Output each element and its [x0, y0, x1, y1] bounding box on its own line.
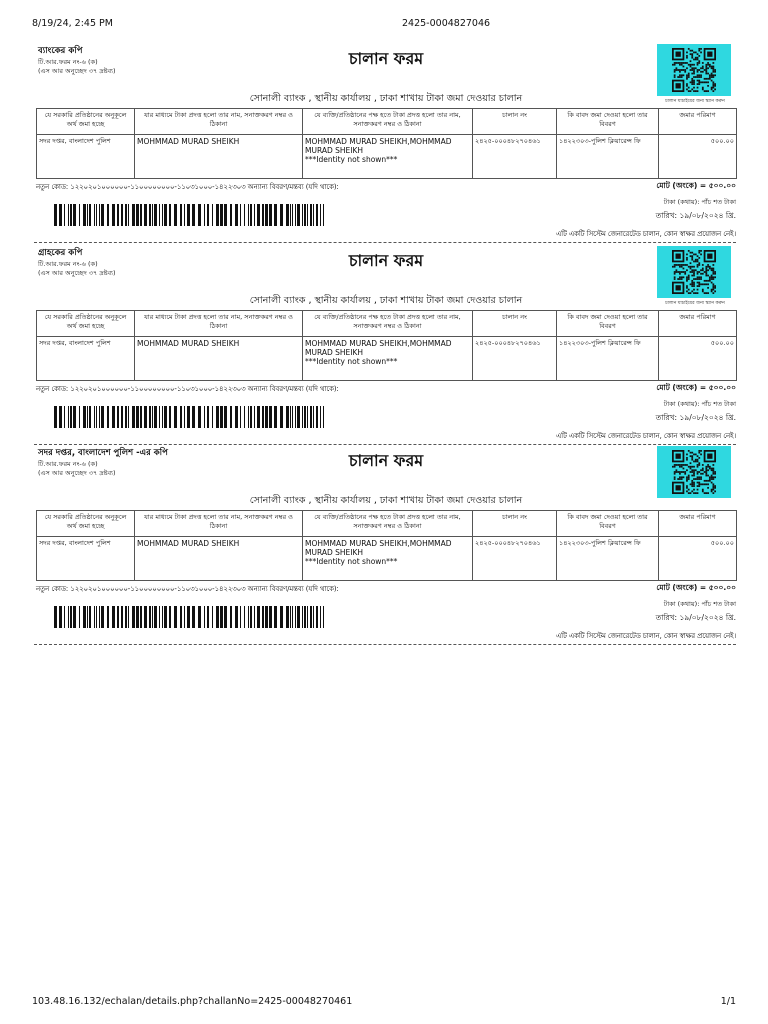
form-number-line: টি.আর.ফরম নং-৬ (ক) — [38, 260, 98, 268]
column-header: কি বাবদ জমা দেওয়া হলো তার বিবরণ — [557, 511, 659, 537]
table-header-row — [37, 311, 737, 337]
qr-caption: চালান যাচাইয়ের জন্য স্ক্যান করুন — [665, 99, 725, 104]
copy-label: গ্রাহকের কপি — [38, 248, 83, 258]
table-row — [37, 537, 737, 581]
code-line: নতুন কোড: ১২২০২০১০০০০০০-১১০০০০০০০০-১১০৩১০০০-১৪২২৩০৩ অন্যান্য বিবরণ/মন্তব্য (যদি থাকে): — [36, 385, 339, 393]
qr-code-icon — [657, 446, 731, 498]
page-number: 1/1 — [720, 996, 736, 1007]
payer-identity: ***Identity not shown*** — [305, 155, 398, 164]
column-header: যে ব্যক্তি/প্রতিষ্ঠানের পক্ষ হতে টাকা প্রদত্ত হলো তার নাম, সনাক্তকরণ নম্বর ও ঠিকানা — [303, 511, 473, 537]
column-header: কি বাবদ জমা দেওয়া হলো তার বিবরণ — [557, 109, 659, 135]
code-line: নতুন কোড: ১২২০২০১০০০০০০-১১০০০০০০০০-১১০৩১০০০-১৪২২৩০৩ অন্যান্য বিবরণ/মন্তব্য (যদি থাকে): — [36, 585, 339, 593]
code-line: নতুন কোড: ১২২০২০১০০০০০০-১১০০০০০০০০-১১০৩১০০০-১৪২২৩০৩ অন্যান্য বিবরণ/মন্তব্য (যদি থাকে): — [36, 183, 339, 191]
page-url: 103.48.16.132/echalan/details.php?challanNo=2425-00048270461 — [32, 996, 353, 1007]
payer-cell — [303, 337, 473, 381]
challan-date: তারিখ: ১৯/০৮/২০২৪ খ্রি. — [655, 413, 736, 422]
form-title: চালান ফরম — [348, 251, 424, 270]
challan-number-cell: ২৪২৫-০০০৪৮২৭০৪৬১ — [473, 537, 557, 581]
print-doc-title: 2425-0004827046 — [402, 18, 491, 29]
depositor-cell: MOHMMAD MURAD SHEIKH — [135, 337, 303, 381]
table-header-row — [37, 109, 737, 135]
institution-cell: সদর দপ্তর, বাংলাদেশ পুলিশ — [37, 537, 135, 581]
table-row — [37, 337, 737, 381]
barcode-icon — [54, 204, 326, 226]
barcode-icon — [54, 606, 326, 628]
column-header: যে সরকারি প্রতিষ্ঠানের অনুকূলে অর্থ জমা হচ্ছে — [37, 511, 135, 537]
print-header — [32, 18, 736, 32]
purpose-cell: ১৪২২৩০৩-পুলিশ ক্লিয়ারেন্স ফি — [557, 337, 659, 381]
challan-copy-police-hq — [36, 446, 736, 650]
qr-caption: চালান যাচাইয়ের জন্য স্ক্যান করুন — [665, 301, 725, 306]
amount-in-words: টাকা (কথায়): পাঁচ শত টাকা — [663, 400, 736, 408]
column-header: চালান নং — [473, 311, 557, 337]
column-header: যে সরকারি প্রতিষ্ঠানের অনুকূলে অর্থ জমা হচ্ছে — [37, 311, 135, 337]
form-subtitle: সোনালী ব্যাংক , স্থানীয় কার্যালয় , ঢাকা শাখায় টাকা জমা দেওয়ার চালান — [249, 495, 523, 506]
form-subtitle: সোনালী ব্যাংক , স্থানীয় কার্যালয় , ঢাকা শাখায় টাকা জমা দেওয়ার চালান — [249, 93, 523, 104]
column-header: জমার পরিমাণ — [659, 109, 737, 135]
column-header: যে ব্যক্তি/প্রতিষ্ঠানের পক্ষ হতে টাকা প্রদত্ত হলো তার নাম, সনাক্তকরণ নম্বর ও ঠিকানা — [303, 109, 473, 135]
purpose-cell: ১৪২২৩০৩-পুলিশ ক্লিয়ারেন্স ফি — [557, 135, 659, 179]
column-header: যার মাধ্যমে টাকা প্রদত্ত হলো তার নাম, সনাক্তকরণ নম্বর ও ঠিকানা — [135, 511, 303, 537]
payer-name: MOHMMAD MURAD SHEIKH,MOHMMAD MURAD SHEIKH — [305, 137, 452, 155]
payer-identity: ***Identity not shown*** — [305, 357, 398, 366]
purpose-cell: ১৪২২৩০৩-পুলিশ ক্লিয়ারেন্স ফি — [557, 537, 659, 581]
column-header: যে ব্যক্তি/প্রতিষ্ঠানের পক্ষ হতে টাকা প্রদত্ত হলো তার নাম, সনাক্তকরণ নম্বর ও ঠিকানা — [303, 311, 473, 337]
table-row — [37, 135, 737, 179]
column-header: কি বাবদ জমা দেওয়া হলো তার বিবরণ — [557, 311, 659, 337]
form-number-reference: (এস আর অনুচ্ছেদ ৩৭ দ্রষ্টব্য) — [38, 469, 116, 477]
amount-in-words: টাকা (কথায়): পাঁচ শত টাকা — [663, 600, 736, 608]
depositor-cell: MOHMMAD MURAD SHEIKH — [135, 537, 303, 581]
challan-date: তারিখ: ১৯/০৮/২০২৪ খ্রি. — [655, 211, 736, 220]
challan-date: তারিখ: ১৯/০৮/২০২৪ খ্রি. — [655, 613, 736, 622]
institution-cell: সদর দপ্তর, বাংলাদেশ পুলিশ — [37, 135, 135, 179]
challan-table — [36, 108, 737, 179]
challan-copy-customer — [36, 246, 736, 450]
amount-cell: ৫০০.০০ — [659, 135, 737, 179]
amount-in-words: টাকা (কথায়): পাঁচ শত টাকা — [663, 198, 736, 206]
amount-cell: ৫০০.০০ — [659, 337, 737, 381]
generated-note: এটি একটি সিস্টেম জেনারেটেড চালান, কোন স্বাক্ষর প্রয়োজন নেই। — [555, 432, 736, 440]
column-header: যার মাধ্যমে টাকা প্রদত্ত হলো তার নাম, সনাক্তকরণ নম্বর ও ঠিকানা — [135, 311, 303, 337]
institution-cell: সদর দপ্তর, বাংলাদেশ পুলিশ — [37, 337, 135, 381]
generated-note: এটি একটি সিস্টেম জেনারেটেড চালান, কোন স্বাক্ষর প্রয়োজন নেই। — [555, 632, 736, 640]
form-subtitle: সোনালী ব্যাংক , স্থানীয় কার্যালয় , ঢাকা শাখায় টাকা জমা দেওয়ার চালান — [249, 295, 523, 306]
total-amount: মোট (অংকে) = ৫০০.০০ — [656, 583, 736, 592]
payer-name: MOHMMAD MURAD SHEIKH,MOHMMAD MURAD SHEIKH — [305, 539, 452, 557]
print-datetime: 8/19/24, 2:45 PM — [32, 18, 113, 29]
payer-cell — [303, 135, 473, 179]
copy-label: সদর দপ্তর, বাংলাদেশ পুলিশ -এর কপি — [38, 448, 168, 458]
challan-table — [36, 310, 737, 381]
column-header: চালান নং — [473, 511, 557, 537]
form-title: চালান ফরম — [348, 451, 424, 470]
form-number-line: টি.আর.ফরম নং-৬ (ক) — [38, 58, 98, 66]
form-number-reference: (এস আর অনুচ্ছেদ ৩৭ দ্রষ্টব্য) — [38, 67, 116, 75]
column-header: জমার পরিমাণ — [659, 511, 737, 537]
copy-separator — [34, 242, 736, 243]
copy-separator — [34, 444, 736, 445]
form-number-line: টি.আর.ফরম নং-৬ (ক) — [38, 460, 98, 468]
payer-name: MOHMMAD MURAD SHEIKH,MOHMMAD MURAD SHEIKH — [305, 339, 452, 357]
amount-cell: ৫০০.০০ — [659, 537, 737, 581]
barcode-icon — [54, 406, 326, 428]
table-header-row — [37, 511, 737, 537]
depositor-cell: MOHMMAD MURAD SHEIKH — [135, 135, 303, 179]
challan-table — [36, 510, 737, 581]
generated-note: এটি একটি সিস্টেম জেনারেটেড চালান, কোন স্বাক্ষর প্রয়োজন নেই। — [555, 230, 736, 238]
total-amount: মোট (অংকে) = ৫০০.০০ — [656, 383, 736, 392]
form-title: চালান ফরম — [348, 49, 424, 68]
column-header: জমার পরিমাণ — [659, 311, 737, 337]
challan-number-cell: ২৪২৫-০০০৪৮২৭০৪৬১ — [473, 135, 557, 179]
challan-copy-bank — [36, 44, 736, 248]
column-header: যে সরকারি প্রতিষ্ঠানের অনুকূলে অর্থ জমা হচ্ছে — [37, 109, 135, 135]
qr-code-icon — [657, 246, 731, 298]
column-header: যার মাধ্যমে টাকা প্রদত্ত হলো তার নাম, সনাক্তকরণ নম্বর ও ঠিকানা — [135, 109, 303, 135]
payer-cell — [303, 537, 473, 581]
copy-separator — [34, 644, 736, 645]
qr-code-icon — [657, 44, 731, 96]
total-amount: মোট (অংকে) = ৫০০.০০ — [656, 181, 736, 190]
form-number-reference: (এস আর অনুচ্ছেদ ৩৭ দ্রষ্টব্য) — [38, 269, 116, 277]
column-header: চালান নং — [473, 109, 557, 135]
print-footer — [32, 996, 736, 1010]
challan-number-cell: ২৪২৫-০০০৪৮২৭০৪৬১ — [473, 337, 557, 381]
copy-label: ব্যাংকের কপি — [38, 46, 83, 56]
payer-identity: ***Identity not shown*** — [305, 557, 398, 566]
